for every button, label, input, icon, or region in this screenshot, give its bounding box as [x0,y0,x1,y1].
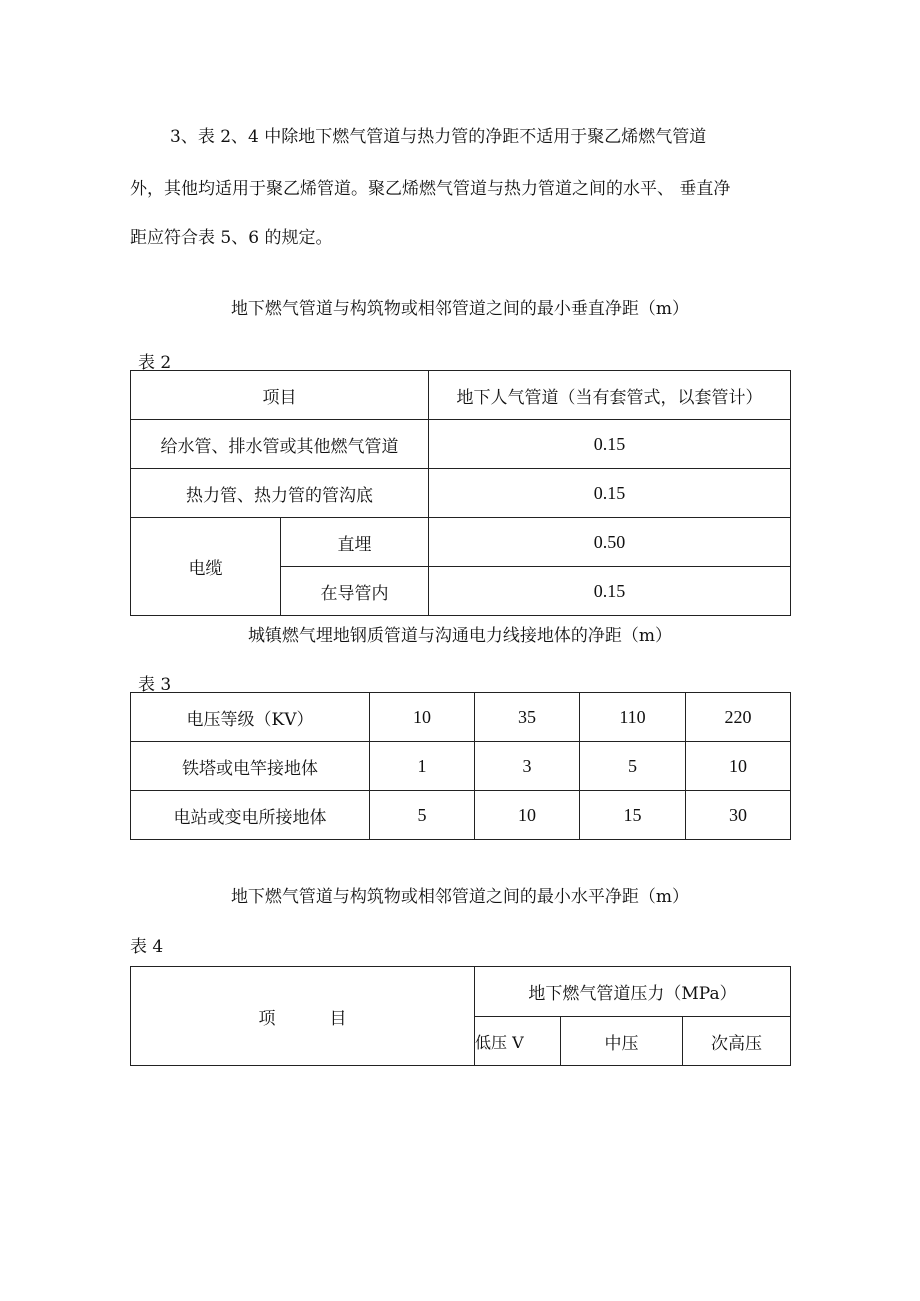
table3-header-cell: 35 [475,693,580,742]
table2-caption: 地下燃气管道与构筑物或相邻管道之间的最小垂直净距（m） [230,299,690,319]
table-row [131,469,791,518]
table3-header-cell: 10 [370,693,475,742]
table2-cell-item: 直埋 [281,518,429,567]
table3-cell: 15 [580,791,686,840]
table4-subheader-subhigh: 次高压 [683,1017,791,1066]
intro-line-3: 距应符合表 5、6 的规定。 [130,228,333,248]
table2-cell-item: 给水管、排水管或其他燃气管道 [131,420,429,469]
table3-cell: 30 [686,791,791,840]
table4-subheader-medium: 中压 [561,1017,683,1066]
table-row [131,420,791,469]
table3-caption: 城镇燃气埋地钢质管道与沟通电力线接地体的净距（m） [247,626,673,646]
table2-header-value: 地下人气管道（当有套管式，以套管计） [429,371,791,420]
intro-line-1: 3、表 2、4 中除地下燃气管道与热力管的净距不适用于聚乙烯燃气管道 [170,127,707,147]
table2-cell-value: 0.15 [429,420,791,469]
table-row [131,693,791,742]
table4-label: 表 4 [130,937,164,957]
table3-header-cell: 110 [580,693,686,742]
table-row [131,742,791,791]
table3-cell: 1 [370,742,475,791]
table-row [131,967,791,1017]
table2-cell-value: 0.15 [429,567,791,616]
table2-cell-item: 在导管内 [281,567,429,616]
table2-header-item: 项目 [131,371,429,420]
table2-label: 表 2 [138,353,172,373]
table2 [130,370,791,616]
table3-header-cell: 220 [686,693,791,742]
table4-caption: 地下燃气管道与构筑物或相邻管道之间的最小水平净距（m） [230,887,690,907]
table3-row-label: 电站或变电所接地体 [131,791,370,840]
table3-cell: 10 [475,791,580,840]
table2-cell-value: 0.50 [429,518,791,567]
table4 [130,966,791,1066]
intro-line-2: 外，其他均适用于聚乙烯管道。聚乙烯燃气管道与热力管道之间的水平、 垂直净 [130,179,731,199]
table3-cell: 3 [475,742,580,791]
table3-cell: 5 [370,791,475,840]
table3-label: 表 3 [138,675,172,695]
table2-cable-label: 电缆 [131,518,281,616]
table4-pressure-header: 地下燃气管道压力（MPa） [475,967,791,1017]
table3-header-voltage: 电压等级（KV） [131,693,370,742]
table-row [131,791,791,840]
table3 [130,692,791,840]
table4-item-header: 项 目 [131,967,475,1066]
table2-cell-value: 0.15 [429,469,791,518]
table3-cell: 10 [686,742,791,791]
table-row [131,371,791,420]
table4-subheader-low: 低压 V [475,1017,561,1066]
table2-cell-item: 热力管、热力管的管沟底 [131,469,429,518]
table-row [131,518,791,567]
table3-row-label: 铁塔或电竿接地体 [131,742,370,791]
table3-cell: 5 [580,742,686,791]
